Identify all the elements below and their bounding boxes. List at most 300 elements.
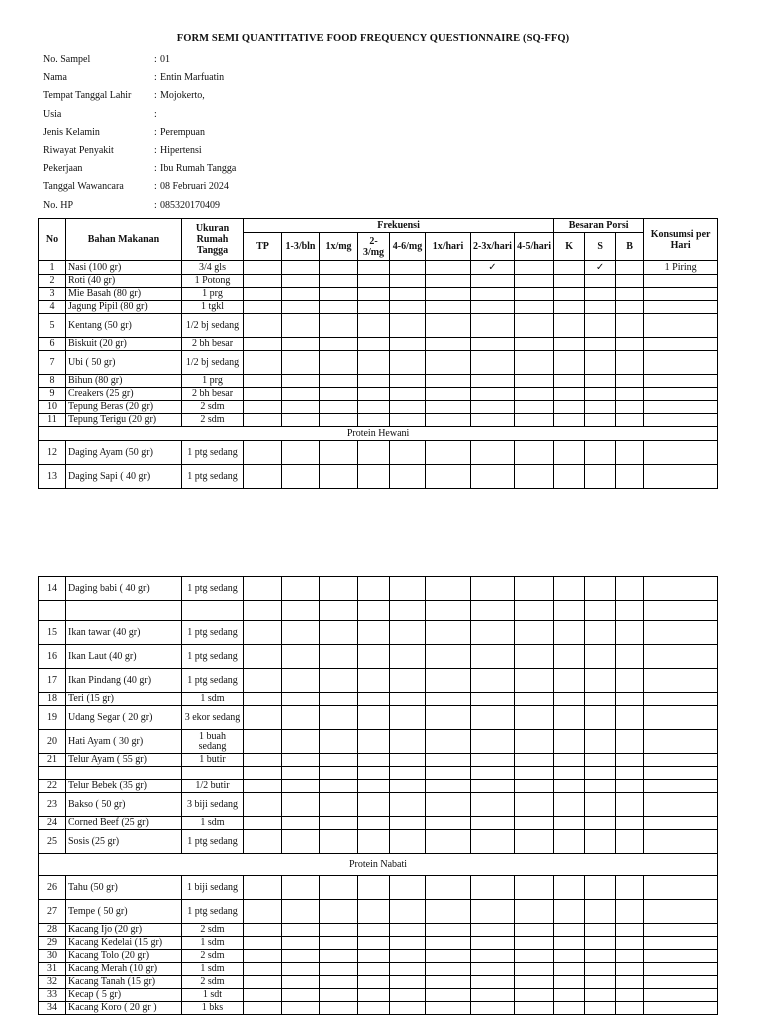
portion-cell[interactable] bbox=[554, 976, 585, 989]
frequency-cell[interactable] bbox=[244, 388, 282, 401]
frequency-cell[interactable] bbox=[282, 288, 320, 301]
frequency-cell[interactable] bbox=[471, 937, 515, 950]
frequency-cell[interactable] bbox=[426, 937, 471, 950]
portion-cell[interactable] bbox=[585, 1002, 616, 1015]
frequency-cell[interactable] bbox=[244, 830, 282, 854]
portion-cell[interactable] bbox=[585, 288, 616, 301]
frequency-cell[interactable] bbox=[471, 275, 515, 288]
frequency-cell[interactable] bbox=[320, 577, 358, 601]
empty-cell[interactable] bbox=[182, 601, 244, 621]
frequency-cell[interactable] bbox=[426, 1002, 471, 1015]
portion-cell[interactable] bbox=[616, 876, 644, 900]
frequency-cell[interactable] bbox=[515, 817, 554, 830]
frequency-cell[interactable] bbox=[244, 706, 282, 730]
frequency-cell[interactable] bbox=[390, 414, 426, 427]
empty-cell[interactable] bbox=[644, 601, 718, 621]
frequency-cell[interactable] bbox=[471, 388, 515, 401]
frequency-cell[interactable] bbox=[515, 414, 554, 427]
empty-cell[interactable] bbox=[515, 767, 554, 780]
frequency-cell[interactable] bbox=[426, 577, 471, 601]
frequency-cell[interactable] bbox=[426, 780, 471, 793]
frequency-cell[interactable] bbox=[471, 314, 515, 338]
frequency-cell[interactable] bbox=[426, 351, 471, 375]
frequency-cell[interactable] bbox=[515, 693, 554, 706]
portion-cell[interactable] bbox=[554, 830, 585, 854]
daily-consumption[interactable] bbox=[644, 401, 718, 414]
daily-consumption[interactable] bbox=[644, 645, 718, 669]
frequency-cell[interactable] bbox=[426, 830, 471, 854]
frequency-cell[interactable] bbox=[244, 669, 282, 693]
daily-consumption[interactable] bbox=[644, 441, 718, 465]
frequency-cell[interactable] bbox=[244, 976, 282, 989]
frequency-cell[interactable] bbox=[244, 754, 282, 767]
frequency-cell[interactable] bbox=[320, 338, 358, 351]
frequency-cell[interactable] bbox=[358, 577, 390, 601]
frequency-cell[interactable] bbox=[244, 793, 282, 817]
frequency-cell[interactable] bbox=[358, 924, 390, 937]
empty-cell[interactable] bbox=[320, 767, 358, 780]
frequency-cell[interactable] bbox=[390, 780, 426, 793]
frequency-cell[interactable] bbox=[390, 937, 426, 950]
frequency-cell[interactable] bbox=[426, 621, 471, 645]
portion-cell[interactable] bbox=[616, 693, 644, 706]
empty-cell[interactable] bbox=[282, 767, 320, 780]
portion-cell[interactable] bbox=[616, 830, 644, 854]
frequency-cell[interactable] bbox=[471, 754, 515, 767]
portion-cell[interactable] bbox=[616, 900, 644, 924]
frequency-cell[interactable] bbox=[358, 301, 390, 314]
frequency-cell[interactable] bbox=[426, 441, 471, 465]
portion-cell[interactable] bbox=[554, 465, 585, 489]
frequency-cell[interactable] bbox=[426, 754, 471, 767]
frequency-cell[interactable] bbox=[390, 924, 426, 937]
daily-consumption[interactable] bbox=[644, 830, 718, 854]
frequency-cell[interactable] bbox=[320, 706, 358, 730]
empty-cell[interactable] bbox=[39, 601, 66, 621]
frequency-cell[interactable] bbox=[358, 730, 390, 754]
portion-cell[interactable] bbox=[585, 817, 616, 830]
portion-cell[interactable] bbox=[616, 754, 644, 767]
frequency-cell[interactable] bbox=[515, 830, 554, 854]
portion-cell[interactable] bbox=[616, 976, 644, 989]
frequency-cell[interactable] bbox=[426, 900, 471, 924]
frequency-cell[interactable] bbox=[358, 414, 390, 427]
frequency-cell[interactable] bbox=[390, 989, 426, 1002]
frequency-cell[interactable] bbox=[282, 414, 320, 427]
portion-cell[interactable] bbox=[554, 441, 585, 465]
frequency-cell[interactable] bbox=[515, 793, 554, 817]
frequency-cell[interactable] bbox=[426, 465, 471, 489]
portion-cell[interactable] bbox=[585, 900, 616, 924]
frequency-cell[interactable] bbox=[515, 937, 554, 950]
frequency-cell[interactable] bbox=[320, 924, 358, 937]
portion-cell[interactable] bbox=[554, 401, 585, 414]
daily-consumption[interactable] bbox=[644, 817, 718, 830]
frequency-cell[interactable] bbox=[390, 706, 426, 730]
daily-consumption[interactable] bbox=[644, 288, 718, 301]
daily-consumption[interactable] bbox=[644, 754, 718, 767]
empty-cell[interactable] bbox=[182, 767, 244, 780]
frequency-cell[interactable] bbox=[515, 351, 554, 375]
frequency-cell[interactable] bbox=[515, 780, 554, 793]
frequency-cell[interactable] bbox=[244, 989, 282, 1002]
frequency-cell[interactable] bbox=[282, 950, 320, 963]
portion-cell[interactable] bbox=[616, 275, 644, 288]
frequency-cell[interactable] bbox=[358, 937, 390, 950]
daily-consumption[interactable] bbox=[644, 388, 718, 401]
empty-cell[interactable] bbox=[66, 767, 182, 780]
frequency-cell[interactable] bbox=[390, 730, 426, 754]
portion-cell[interactable] bbox=[554, 963, 585, 976]
portion-cell[interactable] bbox=[585, 950, 616, 963]
portion-cell[interactable] bbox=[585, 830, 616, 854]
frequency-cell[interactable] bbox=[244, 730, 282, 754]
frequency-cell[interactable] bbox=[282, 900, 320, 924]
frequency-cell[interactable] bbox=[358, 976, 390, 989]
frequency-cell[interactable] bbox=[390, 301, 426, 314]
frequency-cell[interactable] bbox=[320, 414, 358, 427]
empty-cell[interactable] bbox=[585, 601, 616, 621]
portion-cell[interactable] bbox=[616, 301, 644, 314]
frequency-cell[interactable] bbox=[426, 275, 471, 288]
daily-consumption[interactable] bbox=[644, 375, 718, 388]
frequency-cell[interactable] bbox=[320, 275, 358, 288]
empty-cell[interactable] bbox=[644, 767, 718, 780]
frequency-cell[interactable] bbox=[515, 976, 554, 989]
frequency-cell[interactable] bbox=[390, 288, 426, 301]
portion-cell[interactable] bbox=[554, 730, 585, 754]
portion-cell[interactable] bbox=[585, 706, 616, 730]
frequency-cell[interactable] bbox=[320, 830, 358, 854]
daily-consumption[interactable] bbox=[644, 314, 718, 338]
daily-consumption[interactable] bbox=[644, 465, 718, 489]
portion-cell[interactable] bbox=[554, 301, 585, 314]
empty-cell[interactable] bbox=[554, 601, 585, 621]
portion-cell[interactable] bbox=[554, 275, 585, 288]
frequency-cell[interactable] bbox=[471, 441, 515, 465]
frequency-cell[interactable] bbox=[515, 900, 554, 924]
frequency-cell[interactable] bbox=[320, 388, 358, 401]
portion-cell[interactable] bbox=[554, 1002, 585, 1015]
frequency-cell[interactable] bbox=[426, 338, 471, 351]
frequency-cell[interactable] bbox=[426, 730, 471, 754]
portion-cell[interactable] bbox=[616, 793, 644, 817]
frequency-cell[interactable] bbox=[358, 401, 390, 414]
frequency-cell[interactable] bbox=[515, 621, 554, 645]
daily-consumption[interactable] bbox=[644, 780, 718, 793]
frequency-cell[interactable] bbox=[282, 669, 320, 693]
frequency-cell[interactable] bbox=[244, 288, 282, 301]
frequency-cell[interactable] bbox=[244, 414, 282, 427]
empty-cell[interactable] bbox=[320, 601, 358, 621]
frequency-cell[interactable] bbox=[244, 817, 282, 830]
frequency-cell[interactable] bbox=[358, 963, 390, 976]
portion-cell[interactable] bbox=[554, 937, 585, 950]
frequency-cell[interactable] bbox=[471, 401, 515, 414]
frequency-cell[interactable] bbox=[515, 465, 554, 489]
frequency-cell[interactable] bbox=[471, 338, 515, 351]
portion-cell[interactable] bbox=[585, 577, 616, 601]
frequency-cell[interactable] bbox=[282, 937, 320, 950]
portion-cell[interactable] bbox=[616, 621, 644, 645]
frequency-cell[interactable] bbox=[282, 780, 320, 793]
portion-cell[interactable] bbox=[585, 621, 616, 645]
portion-cell[interactable] bbox=[585, 275, 616, 288]
frequency-cell[interactable] bbox=[282, 963, 320, 976]
frequency-cell[interactable] bbox=[515, 754, 554, 767]
frequency-cell[interactable] bbox=[390, 1002, 426, 1015]
frequency-cell[interactable] bbox=[471, 645, 515, 669]
frequency-cell[interactable] bbox=[320, 817, 358, 830]
frequency-cell[interactable] bbox=[426, 924, 471, 937]
portion-cell[interactable] bbox=[616, 388, 644, 401]
portion-cell[interactable] bbox=[616, 414, 644, 427]
frequency-cell[interactable] bbox=[471, 669, 515, 693]
portion-cell[interactable] bbox=[585, 401, 616, 414]
portion-cell[interactable] bbox=[554, 621, 585, 645]
frequency-cell[interactable] bbox=[515, 314, 554, 338]
frequency-cell[interactable] bbox=[390, 388, 426, 401]
frequency-cell[interactable] bbox=[358, 465, 390, 489]
frequency-cell[interactable] bbox=[515, 1002, 554, 1015]
frequency-cell[interactable] bbox=[282, 301, 320, 314]
portion-cell[interactable] bbox=[585, 876, 616, 900]
portion-cell[interactable] bbox=[616, 950, 644, 963]
frequency-cell[interactable] bbox=[515, 338, 554, 351]
empty-cell[interactable] bbox=[282, 601, 320, 621]
frequency-cell[interactable] bbox=[244, 963, 282, 976]
frequency-cell[interactable] bbox=[282, 401, 320, 414]
frequency-cell[interactable] bbox=[471, 414, 515, 427]
frequency-cell[interactable] bbox=[320, 314, 358, 338]
daily-consumption[interactable] bbox=[644, 301, 718, 314]
frequency-cell[interactable] bbox=[320, 351, 358, 375]
portion-cell[interactable] bbox=[554, 754, 585, 767]
frequency-cell[interactable] bbox=[426, 950, 471, 963]
frequency-cell[interactable] bbox=[358, 621, 390, 645]
frequency-cell[interactable] bbox=[390, 669, 426, 693]
frequency-cell[interactable] bbox=[426, 414, 471, 427]
frequency-cell[interactable] bbox=[282, 693, 320, 706]
frequency-cell[interactable] bbox=[390, 314, 426, 338]
empty-cell[interactable] bbox=[390, 767, 426, 780]
frequency-cell[interactable] bbox=[390, 754, 426, 767]
portion-cell[interactable] bbox=[585, 963, 616, 976]
frequency-cell[interactable] bbox=[390, 338, 426, 351]
frequency-cell[interactable] bbox=[244, 301, 282, 314]
frequency-cell[interactable] bbox=[282, 1002, 320, 1015]
portion-cell[interactable] bbox=[554, 388, 585, 401]
frequency-cell[interactable] bbox=[471, 900, 515, 924]
frequency-cell[interactable] bbox=[515, 645, 554, 669]
frequency-cell[interactable] bbox=[515, 876, 554, 900]
portion-cell[interactable] bbox=[554, 261, 585, 275]
frequency-cell[interactable] bbox=[282, 338, 320, 351]
portion-cell[interactable] bbox=[585, 645, 616, 669]
frequency-cell[interactable] bbox=[471, 830, 515, 854]
portion-cell[interactable] bbox=[616, 924, 644, 937]
frequency-cell[interactable] bbox=[390, 401, 426, 414]
portion-cell[interactable] bbox=[554, 900, 585, 924]
frequency-cell[interactable] bbox=[244, 577, 282, 601]
frequency-cell[interactable] bbox=[282, 754, 320, 767]
daily-consumption[interactable] bbox=[644, 950, 718, 963]
frequency-cell[interactable] bbox=[515, 401, 554, 414]
frequency-cell[interactable] bbox=[358, 441, 390, 465]
frequency-cell[interactable] bbox=[282, 730, 320, 754]
frequency-cell[interactable] bbox=[358, 693, 390, 706]
frequency-cell[interactable] bbox=[358, 388, 390, 401]
frequency-cell[interactable] bbox=[390, 876, 426, 900]
portion-cell[interactable] bbox=[554, 817, 585, 830]
portion-cell[interactable] bbox=[585, 375, 616, 388]
frequency-cell[interactable] bbox=[426, 876, 471, 900]
empty-cell[interactable] bbox=[390, 601, 426, 621]
frequency-cell[interactable] bbox=[515, 963, 554, 976]
portion-cell[interactable] bbox=[616, 669, 644, 693]
frequency-cell[interactable] bbox=[390, 817, 426, 830]
portion-cell[interactable] bbox=[554, 645, 585, 669]
frequency-cell[interactable] bbox=[282, 388, 320, 401]
portion-cell[interactable] bbox=[585, 780, 616, 793]
frequency-cell[interactable] bbox=[515, 261, 554, 275]
frequency-cell[interactable] bbox=[515, 275, 554, 288]
frequency-cell[interactable] bbox=[358, 793, 390, 817]
frequency-cell[interactable] bbox=[358, 288, 390, 301]
portion-cell[interactable] bbox=[554, 706, 585, 730]
daily-consumption[interactable] bbox=[644, 963, 718, 976]
empty-cell[interactable] bbox=[616, 767, 644, 780]
portion-cell[interactable] bbox=[554, 989, 585, 1002]
frequency-cell[interactable] bbox=[426, 706, 471, 730]
frequency-cell[interactable] bbox=[320, 730, 358, 754]
daily-consumption[interactable] bbox=[644, 351, 718, 375]
frequency-cell[interactable] bbox=[471, 950, 515, 963]
frequency-cell[interactable] bbox=[515, 388, 554, 401]
frequency-cell[interactable] bbox=[390, 645, 426, 669]
portion-cell[interactable] bbox=[616, 577, 644, 601]
frequency-cell[interactable] bbox=[471, 375, 515, 388]
frequency-cell[interactable] bbox=[282, 830, 320, 854]
frequency-cell[interactable] bbox=[515, 989, 554, 1002]
frequency-cell[interactable] bbox=[426, 645, 471, 669]
portion-cell[interactable] bbox=[616, 817, 644, 830]
frequency-cell[interactable] bbox=[244, 937, 282, 950]
frequency-cell[interactable] bbox=[282, 793, 320, 817]
portion-cell[interactable] bbox=[585, 465, 616, 489]
portion-cell[interactable] bbox=[616, 261, 644, 275]
frequency-cell[interactable] bbox=[244, 314, 282, 338]
portion-cell[interactable] bbox=[585, 730, 616, 754]
frequency-cell[interactable] bbox=[358, 375, 390, 388]
frequency-cell[interactable] bbox=[320, 645, 358, 669]
daily-consumption[interactable] bbox=[644, 706, 718, 730]
frequency-cell[interactable] bbox=[390, 465, 426, 489]
frequency-cell[interactable] bbox=[244, 261, 282, 275]
frequency-cell[interactable] bbox=[390, 441, 426, 465]
empty-cell[interactable] bbox=[66, 601, 182, 621]
frequency-cell[interactable] bbox=[390, 900, 426, 924]
frequency-cell[interactable] bbox=[471, 577, 515, 601]
empty-cell[interactable] bbox=[471, 601, 515, 621]
frequency-cell[interactable] bbox=[426, 375, 471, 388]
frequency-cell[interactable] bbox=[320, 900, 358, 924]
frequency-cell[interactable] bbox=[426, 301, 471, 314]
frequency-cell[interactable] bbox=[471, 963, 515, 976]
frequency-cell[interactable] bbox=[426, 401, 471, 414]
frequency-cell[interactable] bbox=[426, 669, 471, 693]
empty-cell[interactable] bbox=[244, 767, 282, 780]
daily-consumption[interactable] bbox=[644, 414, 718, 427]
daily-consumption[interactable] bbox=[644, 924, 718, 937]
frequency-cell[interactable] bbox=[282, 375, 320, 388]
portion-cell[interactable] bbox=[554, 780, 585, 793]
frequency-cell[interactable] bbox=[471, 621, 515, 645]
daily-consumption[interactable] bbox=[644, 900, 718, 924]
frequency-cell[interactable] bbox=[471, 288, 515, 301]
portion-cell[interactable] bbox=[554, 669, 585, 693]
frequency-cell[interactable] bbox=[390, 577, 426, 601]
frequency-cell[interactable] bbox=[471, 989, 515, 1002]
portion-cell[interactable] bbox=[554, 577, 585, 601]
portion-cell[interactable] bbox=[585, 414, 616, 427]
daily-consumption[interactable] bbox=[644, 621, 718, 645]
daily-consumption[interactable] bbox=[644, 1002, 718, 1015]
empty-cell[interactable] bbox=[426, 601, 471, 621]
portion-cell[interactable] bbox=[585, 669, 616, 693]
empty-cell[interactable] bbox=[244, 601, 282, 621]
portion-cell[interactable] bbox=[554, 338, 585, 351]
frequency-cell[interactable] bbox=[390, 963, 426, 976]
empty-cell[interactable] bbox=[358, 767, 390, 780]
frequency-cell[interactable] bbox=[282, 817, 320, 830]
frequency-cell[interactable] bbox=[320, 876, 358, 900]
frequency-cell[interactable] bbox=[390, 375, 426, 388]
frequency-cell[interactable] bbox=[426, 793, 471, 817]
frequency-cell[interactable] bbox=[390, 950, 426, 963]
frequency-cell[interactable] bbox=[244, 900, 282, 924]
portion-cell[interactable] bbox=[554, 314, 585, 338]
frequency-cell[interactable] bbox=[282, 924, 320, 937]
daily-consumption[interactable]: 1 Piring bbox=[644, 261, 718, 275]
frequency-cell[interactable] bbox=[320, 1002, 358, 1015]
frequency-cell[interactable] bbox=[244, 465, 282, 489]
empty-cell[interactable] bbox=[426, 767, 471, 780]
portion-cell[interactable] bbox=[554, 950, 585, 963]
frequency-cell[interactable] bbox=[390, 261, 426, 275]
frequency-cell[interactable] bbox=[358, 754, 390, 767]
frequency-cell[interactable] bbox=[426, 963, 471, 976]
frequency-cell[interactable] bbox=[358, 261, 390, 275]
empty-cell[interactable] bbox=[471, 767, 515, 780]
frequency-cell[interactable] bbox=[390, 976, 426, 989]
portion-cell[interactable] bbox=[585, 754, 616, 767]
portion-cell[interactable] bbox=[554, 375, 585, 388]
frequency-cell[interactable] bbox=[358, 830, 390, 854]
frequency-cell[interactable] bbox=[515, 577, 554, 601]
daily-consumption[interactable] bbox=[644, 793, 718, 817]
daily-consumption[interactable] bbox=[644, 577, 718, 601]
daily-consumption[interactable] bbox=[644, 937, 718, 950]
daily-consumption[interactable] bbox=[644, 989, 718, 1002]
frequency-cell[interactable] bbox=[320, 261, 358, 275]
frequency-cell[interactable] bbox=[244, 375, 282, 388]
frequency-cell[interactable] bbox=[515, 288, 554, 301]
frequency-cell[interactable] bbox=[426, 288, 471, 301]
frequency-cell[interactable] bbox=[471, 924, 515, 937]
frequency-cell[interactable] bbox=[471, 706, 515, 730]
empty-cell[interactable] bbox=[358, 601, 390, 621]
